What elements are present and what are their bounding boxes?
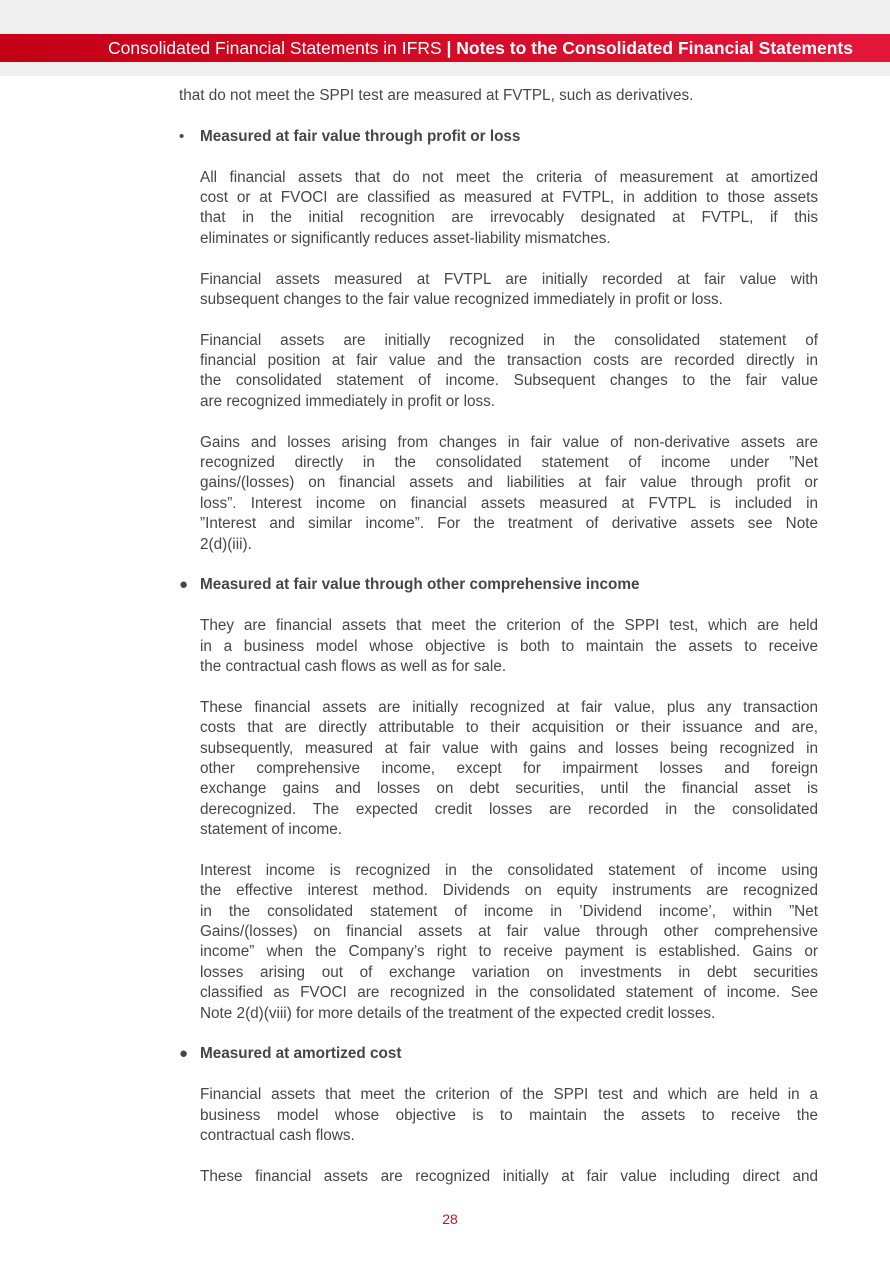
paragraph (200, 331, 818, 413)
bullet-icon: ● (179, 1045, 189, 1063)
text-line: costs that are directly attributable to their acquisition or their issuance and are, (200, 719, 818, 737)
text-line: loss”. Interest income on financial assets measured at FVTPL is included in (200, 494, 818, 512)
paragraph (179, 86, 818, 106)
text-line: losses arising out of exchange variation on investments in debt securities (200, 963, 818, 981)
text-line: Gains/(losses) on financial assets at fair value through other comprehensive (200, 923, 818, 941)
heading-text: Measured at amortized cost (200, 1045, 402, 1063)
text-line: that do not meet the SPPI test are measured at FVTPL, such as derivatives. (179, 87, 694, 104)
text-line: gains/(losses) on financial assets and liabilities at fair value through profit or (200, 474, 818, 492)
text-line: in the consolidated statement of income in ’Dividend income’, within ”Net (200, 902, 818, 920)
text-line: the consolidated statement of income. Subsequent changes to the fair value (200, 372, 818, 390)
paragraph (200, 861, 818, 1024)
page-body (0, 86, 890, 1208)
text-line: are recognized immediately in profit or loss. (200, 392, 496, 410)
text-line: that in the initial recognition are irrevocably designated at FVTPL, if this (200, 209, 818, 227)
text-line: business model whose objective is to maintain the assets to receive the (200, 1106, 818, 1124)
section-heading (0, 575, 890, 595)
header-section: Consolidated Financial Statements in IFRS (108, 38, 442, 58)
text-line: 2(d)(iii). (200, 535, 252, 553)
text-line: Financial assets measured at FVTPL are initially recorded at fair value with (200, 270, 818, 288)
text-line: Financial assets are initially recognized in the consolidated statement of (200, 331, 818, 349)
text-line: in a business model whose objective is both to maintain the assets to receive (200, 637, 818, 655)
text-line: financial position at fair value and the transaction costs are recorded directly in (200, 352, 818, 370)
section-heading (0, 1044, 890, 1064)
text-line: derecognized. The expected credit losses are recorded in the consolidated (200, 800, 818, 818)
paragraph (200, 1167, 818, 1187)
text-line: recognized directly in the consolidated statement of income under ”Net (200, 454, 818, 472)
page-number: 28 (442, 1211, 458, 1227)
text-line: the effective interest method. Dividends on equity instruments are recognized (200, 882, 818, 900)
paragraph (200, 698, 818, 841)
text-line: These financial assets are initially recognized at fair value, plus any transaction (200, 698, 818, 716)
text-line: ”Interest and similar income”. For the treatment of derivative assets see Note (200, 515, 818, 533)
header-chapter: Notes to the Consolidated Financial Statements (456, 38, 853, 58)
text-line: Note 2(d)(viii) for more details of the treatment of the expected credit losses. (200, 1004, 716, 1022)
text-line: classified as FVOCI are recognized in the consolidated statement of income. See (200, 984, 818, 1002)
text-line: other comprehensive income, except for impairment losses and foreign (200, 759, 818, 777)
text-line: subsequent changes to the fair value recognized immediately in profit or loss. (200, 290, 723, 308)
header-separator: | (441, 38, 457, 58)
running-header (0, 34, 890, 62)
text-line: statement of income. (200, 821, 342, 839)
text-line: eliminates or significantly reduces asset-liability mismatches. (200, 229, 611, 247)
bullet-icon: • (179, 127, 185, 145)
bullet-icon: ● (179, 576, 189, 594)
text-line: contractual cash flows. (200, 1126, 355, 1144)
paragraph (200, 616, 818, 677)
text-line: They are financial assets that meet the criterion of the SPPI test, which are held (200, 617, 818, 635)
text-line: Financial assets that meet the criterion of the SPPI test and which are held in a (200, 1086, 818, 1104)
text-line: These financial assets are recognized initially at fair value including direct and (200, 1167, 818, 1185)
text-line: the contractual cash flows as well as for sale. (200, 657, 507, 675)
text-line: All financial assets that do not meet the criteria of measurement at amortized (200, 168, 818, 186)
heading-text: Measured at fair value through profit or loss (200, 127, 521, 145)
text-line: income” when the Company’s right to receive payment is established. Gains or (200, 943, 818, 961)
text-line: exchange gains and losses on debt securities, until the financial asset is (200, 780, 818, 798)
text-line: subsequently, measured at fair value with gains and losses being recognized in (200, 739, 818, 757)
text-line: Gains and losses arising from changes in fair value of non-derivative assets are (200, 433, 818, 451)
paragraph (200, 270, 818, 311)
section-heading (0, 127, 890, 147)
paragraph (200, 168, 818, 250)
heading-text: Measured at fair value through other comprehensive income (200, 576, 640, 594)
paragraph (200, 1085, 818, 1146)
paragraph (200, 433, 818, 555)
text-line: cost or at FVOCI are classified as measured at FVTPL, in addition to those assets (200, 188, 818, 206)
text-line: Interest income is recognized in the consolidated statement of income using (200, 861, 818, 879)
